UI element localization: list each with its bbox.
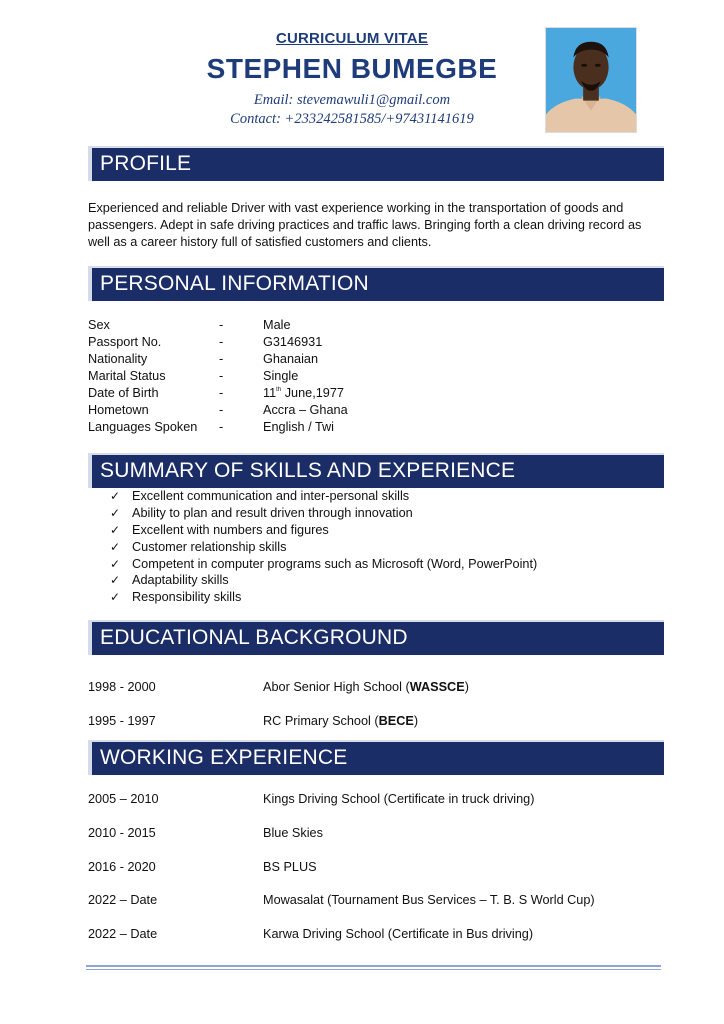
info-separator: - [219, 352, 224, 366]
checkmark-icon: ✓ [110, 522, 121, 537]
info-separator: - [219, 420, 224, 434]
skill-text: Excellent with numbers and figures [132, 522, 329, 537]
info-label: Marital Status [88, 369, 166, 383]
footer-divider [86, 965, 661, 970]
skill-text: Customer relationship skills [132, 539, 287, 554]
list-item [110, 556, 650, 573]
info-value: English / Twi [263, 420, 334, 434]
closing-paren: ) [464, 680, 469, 694]
info-label: Languages Spoken [88, 420, 198, 434]
education-school [263, 678, 469, 696]
email-line: Email: stevemawuli1@gmail.com [253, 92, 451, 108]
personal-info-row [88, 317, 648, 334]
info-separator: - [219, 318, 224, 332]
work-row [88, 824, 658, 842]
personal-info-row [88, 368, 648, 385]
certificate: WASSCE [409, 680, 465, 694]
list-item [110, 505, 650, 522]
info-value: G3146931 [263, 335, 323, 349]
list-item [110, 572, 650, 589]
contact-line: Contact: +233242581585/+97431141619 [230, 111, 474, 127]
work-description: BS PLUS [263, 860, 317, 874]
work-years: 2022 – Date [88, 927, 158, 941]
document-title: CURRICULUM VITAE [275, 30, 429, 47]
info-separator: - [219, 369, 224, 383]
work-row [88, 790, 658, 808]
info-value: Accra – Ghana [263, 403, 348, 417]
work-years: 2005 – 2010 [88, 792, 159, 806]
info-label: Hometown [88, 403, 149, 417]
info-separator: - [219, 386, 224, 400]
info-separator: - [219, 335, 224, 349]
skill-text: Competent in computer programs such as Microsoft (Word, PowerPoint) [132, 556, 538, 571]
skill-text: Ability to plan and result driven through innovation [132, 505, 413, 520]
list-item [110, 488, 650, 505]
checkmark-icon: ✓ [110, 505, 121, 520]
dob-rest: June,1977 [281, 386, 344, 400]
skill-text: Adaptability skills [132, 573, 229, 588]
education-row [88, 712, 658, 730]
section-header-education: EDUCATIONAL BACKGROUND [88, 620, 664, 655]
education-row [88, 678, 658, 696]
work-description: Kings Driving School (Certificate in truck driving) [263, 792, 535, 806]
list-item [110, 522, 650, 539]
personal-info-row [88, 351, 648, 368]
education-years: 1995 - 1997 [88, 714, 156, 728]
work-description: Mowasalat (Tournament Bus Services – T. B. S World Cup) [263, 893, 595, 907]
personal-info-row [88, 419, 648, 436]
certificate: BECE [378, 714, 414, 728]
skill-text: Excellent communication and inter-personal skills [132, 489, 410, 503]
section-header-profile: PROFILE [88, 146, 664, 181]
candidate-name: STEPHEN BUMEGBE [206, 53, 498, 84]
work-description: Blue Skies [263, 826, 323, 840]
info-separator: - [219, 403, 224, 417]
info-value [263, 385, 344, 402]
personal-info-row [88, 385, 648, 402]
info-value: Single [263, 369, 299, 383]
school-name: RC Primary School ( [263, 714, 379, 728]
skill-text: Responsibility skills [132, 590, 242, 605]
work-years: 2010 - 2015 [88, 826, 156, 840]
section-header-skills: SUMMARY OF SKILLS AND EXPERIENCE [88, 453, 664, 488]
checkmark-icon: ✓ [110, 539, 121, 554]
education-years: 1998 - 2000 [88, 680, 156, 694]
checkmark-icon: ✓ [110, 573, 121, 588]
list-item [110, 539, 650, 556]
info-label: Nationality [88, 352, 148, 366]
personal-info-row [88, 402, 648, 419]
checkmark-icon: ✓ [110, 556, 121, 571]
info-value: Male [263, 318, 291, 332]
work-row [88, 891, 658, 909]
section-header-work-experience: WORKING EXPERIENCE [88, 740, 664, 775]
skills-list [110, 488, 650, 606]
work-years: 2016 - 2020 [88, 860, 156, 874]
dob-ordinal: th [276, 387, 282, 393]
info-value: Ghanaian [263, 352, 319, 366]
info-label: Passport No. [88, 335, 162, 349]
work-description: Karwa Driving School (Certificate in Bus driving) [263, 927, 534, 941]
school-name: Abor Senior High School ( [263, 680, 410, 694]
info-label: Sex [88, 318, 110, 332]
work-row [88, 858, 658, 876]
closing-paren: ) [413, 714, 419, 728]
dob-day: 11 [263, 386, 277, 400]
list-item [110, 589, 650, 606]
info-label: Date of Birth [88, 386, 159, 400]
profile-photo [545, 27, 637, 133]
section-header-personal-information: PERSONAL INFORMATION [88, 266, 664, 301]
work-row [88, 925, 658, 943]
checkmark-icon: ✓ [110, 489, 121, 503]
education-school [263, 712, 418, 730]
work-years: 2022 – Date [88, 893, 158, 907]
profile-summary: Experienced and reliable Driver with vast experience working in the transportation of goods and passengers. Adept in safe driving practices and traffic laws. Bringing forth a clean driving record as well as a career history full of satisfied customers and clients. [88, 201, 642, 249]
checkmark-icon: ✓ [110, 590, 121, 605]
personal-info-row [88, 334, 648, 351]
